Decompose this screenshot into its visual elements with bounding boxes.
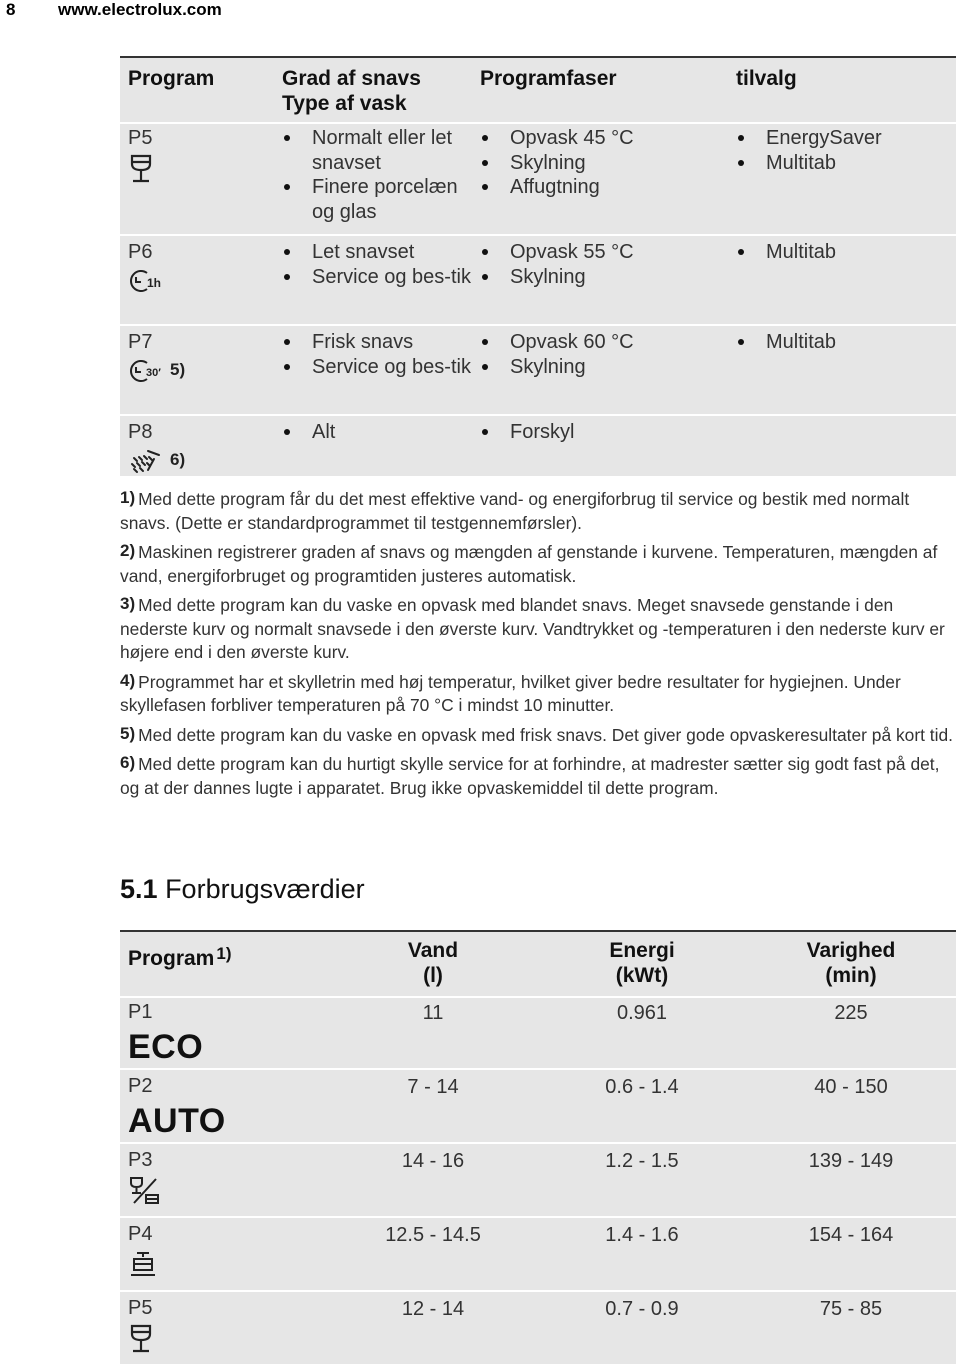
varighed-value: 75 - 85 bbox=[819, 1298, 883, 1320]
program-row-p5 bbox=[120, 122, 956, 236]
header-tilvalg: tilvalg bbox=[736, 67, 797, 90]
snavs-cell bbox=[282, 126, 474, 224]
header-grad-af-snavs: Grad af snavs Type af vask bbox=[282, 67, 421, 115]
program-row-p6 bbox=[120, 236, 956, 326]
timer-30min-icon bbox=[128, 358, 166, 384]
program-cell bbox=[128, 420, 185, 474]
fase-item: Opvask 45 °C bbox=[480, 126, 634, 151]
energi-value: 0.7 - 0.9 bbox=[605, 1298, 679, 1320]
program-code: P2 bbox=[128, 1075, 153, 1097]
page-number: 8 bbox=[6, 0, 16, 19]
faser-cell bbox=[480, 420, 574, 445]
program-code: P5 bbox=[128, 127, 153, 149]
energi-value: 0.961 bbox=[616, 1002, 668, 1024]
program-cell bbox=[128, 1296, 154, 1354]
section-number: 5.1 bbox=[120, 874, 158, 904]
header-program: Program bbox=[128, 67, 215, 90]
header-program: Program $^{1)}$ bbox=[128, 944, 232, 970]
varighed-value: 139 - 149 bbox=[808, 1150, 894, 1172]
consumption-table bbox=[120, 930, 956, 1364]
fase-item: Opvask 60 °C bbox=[480, 330, 634, 355]
program-code: P8 bbox=[128, 421, 153, 443]
footnote-5: 5) Med dette program kan du vaske en opvask med frisk snavs. Det giver gode opvaskeresultater på kort tid. bbox=[120, 723, 953, 745]
tilvalg-item: Multitab bbox=[736, 240, 836, 265]
snavs-item: Finere porcelæn og glas bbox=[282, 175, 474, 224]
program-table bbox=[120, 56, 956, 476]
snavs-item: Service og bes-tik bbox=[282, 355, 474, 380]
program-table-header bbox=[120, 56, 956, 124]
consumption-row-p2 bbox=[120, 1070, 956, 1144]
program-row-p8 bbox=[120, 416, 956, 476]
program-cell bbox=[128, 1000, 203, 1065]
consumption-table-header bbox=[120, 930, 956, 998]
energi-value: 0.6 - 1.4 bbox=[605, 1076, 679, 1098]
footnote-1: 1) Med dette program får du det mest effektive vand- og energiforbrug til service og bestik med normalt snavs. (Dette er standardprogrammet til testgennemførsler). bbox=[120, 488, 910, 533]
footnotes bbox=[120, 488, 956, 806]
energi-value: 1.4 - 1.6 bbox=[605, 1224, 679, 1246]
energi-value: 1.2 - 1.5 bbox=[605, 1150, 679, 1172]
snavs-item: Normalt eller let snavset bbox=[282, 126, 474, 175]
program-code: P4 bbox=[128, 1223, 153, 1245]
consumption-row-p3 bbox=[120, 1144, 956, 1218]
fase-item: Affugtning bbox=[480, 175, 634, 200]
fase-item: Skylning bbox=[480, 355, 634, 380]
timer-1h-icon bbox=[128, 268, 164, 294]
wine-glass-icon bbox=[128, 1324, 154, 1354]
consumption-row-p4 bbox=[120, 1218, 956, 1292]
program-cell bbox=[128, 126, 154, 184]
vand-value: 12 - 14 bbox=[401, 1298, 465, 1320]
section-heading bbox=[120, 874, 365, 905]
wine-glass-icon bbox=[128, 154, 154, 184]
header-url: www.electrolux.com bbox=[58, 0, 222, 19]
program-cell bbox=[128, 1074, 226, 1139]
snavs-item: Service og bes-tik bbox=[282, 265, 474, 290]
fase-item: Skylning bbox=[480, 265, 634, 290]
program-cell bbox=[128, 1148, 162, 1206]
auto-label: AUTO bbox=[128, 1101, 226, 1140]
program-code: P1 bbox=[128, 1001, 153, 1023]
varighed-value: 225 bbox=[834, 1002, 868, 1024]
program-cell bbox=[128, 240, 164, 294]
consumption-row-p5 bbox=[120, 1292, 956, 1364]
svg-text:30′: 30′ bbox=[146, 366, 161, 379]
tilvalg-cell bbox=[736, 240, 836, 265]
program-code: P7 bbox=[128, 331, 153, 353]
program-code: P6 bbox=[128, 241, 153, 263]
footnote-3: 3) Med dette program kan du vaske en opvask med blandet snavs. Meget snavsede genstande i den nederste kurv og normalt snavsede i den øverste kurv. Vandtrykket og -temperaturen i den nederste kurv er højere end i den øverste kurv. bbox=[120, 594, 945, 662]
tilvalg-item: EnergySaver bbox=[736, 126, 882, 151]
svg-text:1h: 1h bbox=[147, 275, 162, 290]
tilvalg-cell bbox=[736, 126, 882, 175]
footnote-2: 2) Maskinen registrerer graden af snavs og mængden af genstande i kurvene. Temperaturen, mængden af vand, energiforbruget og programtiden justeres automatisk. bbox=[120, 541, 938, 586]
fase-item: Opvask 55 °C bbox=[480, 240, 634, 265]
program-row-p7 bbox=[120, 326, 956, 416]
header-energi: Energi (kWt) bbox=[609, 939, 675, 987]
snavs-cell bbox=[282, 240, 474, 289]
footnote-ref: 5) bbox=[170, 360, 186, 380]
section-title: Forbrugsværdier bbox=[165, 874, 365, 904]
header-programfaser: Programfaser bbox=[480, 67, 617, 90]
pot-intensive-icon bbox=[128, 1250, 158, 1280]
vand-value: 7 - 14 bbox=[407, 1076, 459, 1098]
program-code: P5 bbox=[128, 1297, 153, 1319]
snavs-item: Let snavset bbox=[282, 240, 474, 265]
snavs-cell bbox=[282, 420, 474, 445]
footnote-6: 6) Med dette program kan du hurtigt skylle service for at forhindre, at madrester sætter sig godt fast på det, og at der dannes lugte i apparatet. Brug ikke opvaskemiddel til dette program. bbox=[120, 753, 940, 798]
fase-item: Skylning bbox=[480, 151, 634, 176]
vand-value: 12.5 - 14.5 bbox=[385, 1224, 481, 1246]
header-vand: Vand (l) bbox=[407, 939, 459, 987]
program-cell bbox=[128, 1222, 158, 1280]
tilvalg-item: Multitab bbox=[736, 330, 836, 355]
snavs-item: Frisk snavs bbox=[282, 330, 474, 355]
eco-label: ECO bbox=[128, 1027, 204, 1066]
header-varighed: Varighed (min) bbox=[806, 939, 896, 987]
program-code: P3 bbox=[128, 1149, 153, 1171]
faser-cell bbox=[480, 240, 634, 289]
glass-pot-mixed-icon bbox=[128, 1176, 162, 1206]
vand-value: 14 - 16 bbox=[401, 1150, 465, 1172]
fase-item: Forskyl bbox=[480, 420, 574, 445]
program-cell bbox=[128, 330, 185, 384]
consumption-row-p1 bbox=[120, 996, 956, 1070]
varighed-value: 154 - 164 bbox=[808, 1224, 894, 1246]
rinse-shower-icon bbox=[128, 448, 166, 474]
snavs-cell bbox=[282, 330, 474, 379]
snavs-item: Alt bbox=[282, 420, 474, 445]
vand-value: 11 bbox=[422, 1002, 444, 1024]
faser-cell bbox=[480, 126, 634, 200]
varighed-value: 40 - 150 bbox=[814, 1076, 888, 1098]
faser-cell bbox=[480, 330, 634, 379]
tilvalg-cell bbox=[736, 330, 836, 355]
footnote-ref: 6) bbox=[170, 450, 186, 470]
tilvalg-item: Multitab bbox=[736, 151, 882, 176]
footnote-4: 4) Programmet har et skylletrin med høj temperatur, hvilket giver bedre resultater for hygiejnen. Under skyllefasen forbliver temperaturen på 70 °C i mindst 10 minutter. bbox=[120, 670, 901, 715]
